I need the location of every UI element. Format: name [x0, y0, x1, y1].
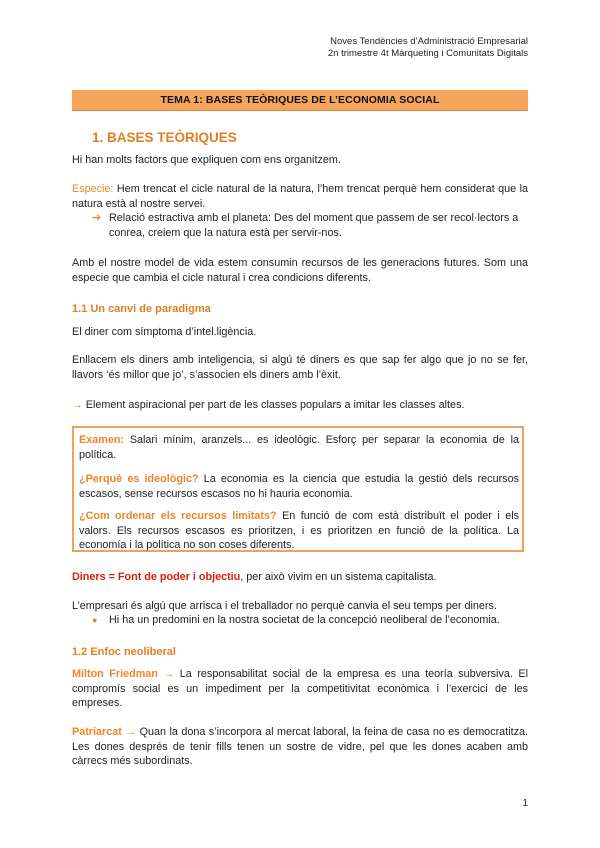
header-course: Noves Tendències d’Administració Empresarial — [330, 36, 528, 47]
aspiracional-text: Element aspiracional per part de les classes populars a imitar les classes altes. — [82, 399, 465, 411]
question-ideologic — [79, 472, 519, 501]
milton-paragraph — [72, 667, 528, 711]
header-term: 2n trimestre 4t Màrqueting i Comunitats Digitals — [327, 48, 528, 59]
highlight-box — [72, 426, 524, 552]
model-paragraph: Amb el nostre model de vida estem consumin recursos de les generacions futures. Som una especie que cambia el cicle natural i crea condicions diferents. — [72, 257, 528, 284]
question-recursos — [79, 509, 519, 553]
diners-paragraph — [72, 570, 528, 585]
especie-text: Hem trencat el cicle natural de la natura, l’hem trencat perquè hem considerat que la natura està al nostre servei. — [72, 183, 528, 210]
examen-text: Salari mínim, aranzels... es ideològic. Esforç per separar la economia de la política. — [79, 434, 519, 461]
milton-text: La responsabilitat social de la empresa es una teoría subversiva. El compromís social es un impediment per la competitivitat econòmica i l’exercici de les empreses. — [72, 668, 528, 709]
chapter-title: TEMA 1: BASES TEÒRIQUES DE L’ECONOMIA SOCIAL — [72, 90, 528, 111]
question-ideologic-text: La economia es la ciencia que estudia la gestió dels recursos escasos, sense recursos escasos no hi hauria economia. — [79, 473, 519, 500]
diners-label: Diners = Font de poder i objectiu — [72, 571, 241, 583]
diner-paragraph: El diner com símptoma d’intel.ligència. — [72, 326, 257, 338]
arrow-item-text: Relació estractiva amb el planeta: Des del moment que passem de ser recol·lectors a conrea, creiem que la natura està per servir-nos. — [109, 212, 519, 239]
arrow-right-icon: → — [72, 399, 83, 411]
bullet-item-text: Hi ha un predomini en la nostra societat de la concepció neoliberal de l’economia. — [109, 614, 500, 626]
section-heading-bases: 1. BASES TEÒRIQUES — [92, 130, 237, 145]
diners-text: , per això vivim en un sistema capitalista. — [240, 571, 437, 583]
bullet-icon: ● — [92, 615, 98, 625]
aspiracional-paragraph — [72, 398, 528, 413]
question-recursos-text: En funció de com està distribuït el poder i els valors. Els recursos escasos es prioritzen, i es prioritzen en funció de la política. La economía i la política no son coses diferents. — [79, 510, 519, 551]
examen-paragraph — [79, 433, 519, 462]
page-number: 1 — [522, 798, 528, 809]
arrow-item — [92, 211, 528, 240]
patriarcat-paragraph — [72, 725, 528, 769]
section-heading-paradigma: 1.1 Un canvi de paradigma — [72, 303, 211, 315]
section-heading-neoliberal: 1.2 Enfoc neoliberal — [72, 646, 176, 658]
arrow-icon: ➔ — [92, 212, 102, 224]
especie-label: Especie: — [72, 183, 114, 195]
inteligencia-paragraph: Enllacem els diners amb inteligencia, si algú té diners es que sap fer algo que jo no se fer, llavors ‘és millor que jo’, s’associen els diners amb l’èxit. — [72, 354, 528, 381]
examen-label: Examen: — [79, 434, 125, 446]
question-recursos-label: ¿Com ordenar els recursos limitats? — [79, 510, 277, 522]
bullet-item — [92, 613, 500, 628]
patriarcat-text: Quan la dona s’incorpora al mercat laboral, la feina de casa no es democratitza. Les dones després de tenir fills tenen un sostre de vidre, pel que les dones acaben amb càrrecs més subordinats. — [72, 726, 528, 767]
milton-label: Milton Friedman → — [72, 668, 175, 680]
especie-paragraph — [72, 182, 528, 211]
intro-paragraph: Hi han molts factors que expliquen com ens organitzem. — [72, 154, 341, 166]
empresari-paragraph: L’empresari és algú que arrisca i el treballador no perquè canvia el seu temps per diners. — [72, 600, 497, 612]
patriarcat-label: Patriarcat → — [72, 726, 137, 738]
question-ideologic-label: ¿Perquè es ideològic? — [79, 473, 199, 485]
